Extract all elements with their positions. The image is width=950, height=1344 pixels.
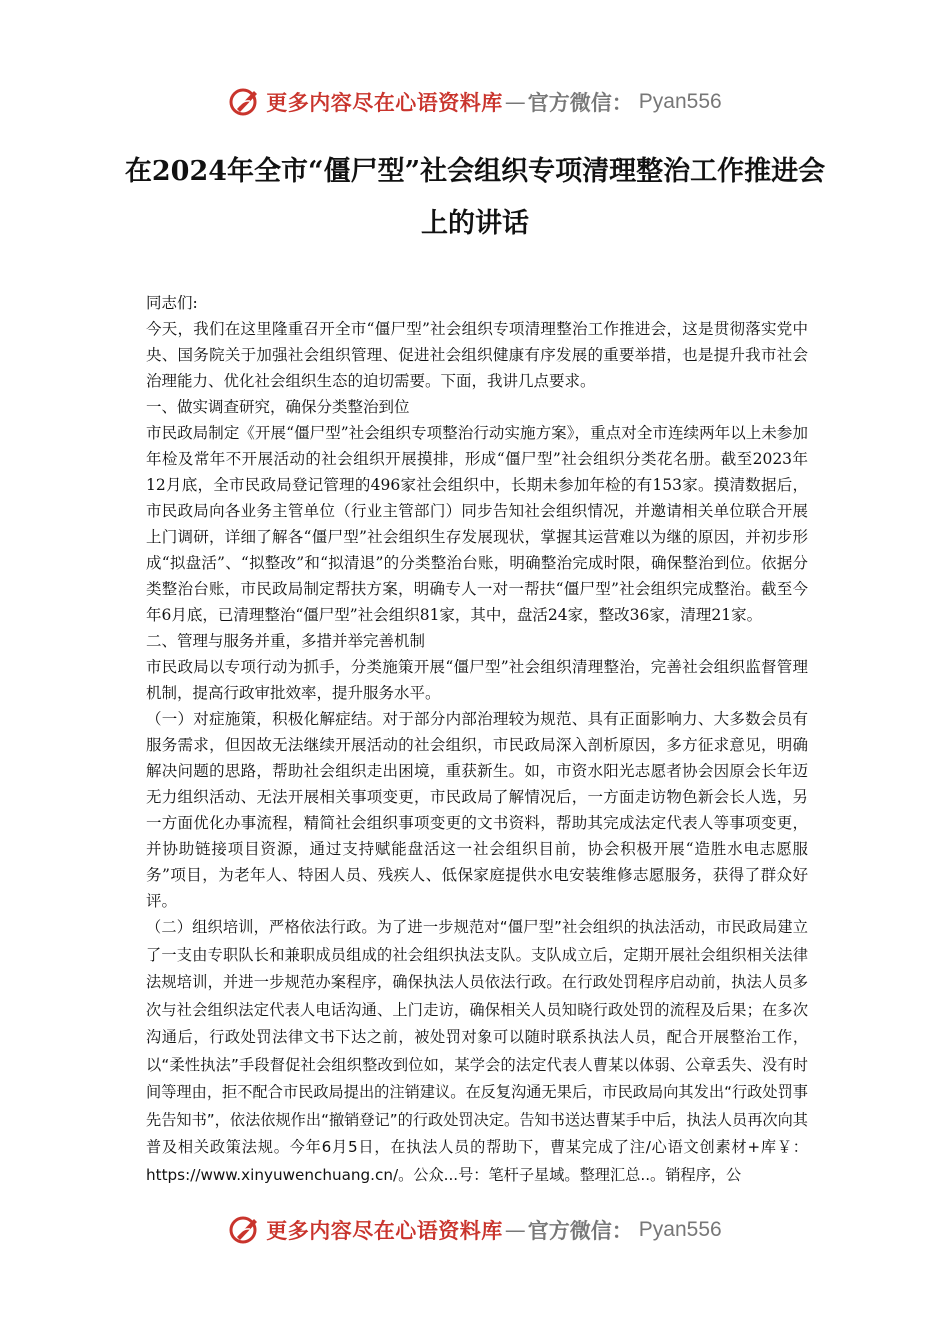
banner-slogan: 更多内容尽在心语资料库 xyxy=(266,1218,503,1243)
banner-wechat-id: Pyan556 xyxy=(638,1218,722,1241)
body-paragraph: 市民政局制定《开展“僵尸型”社会组织专项整治行动实施方案》，重点对全市连续两年以上未参加年检及常年不开展活动的社会组织开展摸排，形成“僵尸型”社会组织分类花名册。截至2023年12月底，全市民政局登记管理的496家社会组织中，长期未参加年检的有153家。摸清数据后，市民政局向各业务主管单位（行业主管部门）同步告知社会组织情况，并邀请相关单位联合开展上门调研，详细了解各“僵尸型”社会组织生存发展现状，掌握其运营难以为继的原因，并初步形成“拟盘活”、“拟整改”和“拟清退”的分类整治台账，明确整治完成时限，确保整治到位。依据分类整治台账，市民政局制定帮扶方案，明确专人一对一帮扶“僵尸型”社会组织完成整治。截至今年6月底，已清理整治“僵尸型”社会组织81家，其中，盘活24家，整改36家，清理21家。 xyxy=(146,424,808,624)
banner-separator: — xyxy=(504,90,526,114)
document-body xyxy=(146,290,808,1189)
document-title: 在2024年全市“僵尸型”社会组织专项清理整治工作推进会上的讲话 xyxy=(124,156,826,239)
pen-logo-icon xyxy=(228,85,262,119)
banner-wechat-label: 官方微信： xyxy=(527,1218,633,1243)
pen-logo-icon xyxy=(228,1213,262,1247)
banner-separator: — xyxy=(504,1218,526,1242)
section-heading: 一、做实调查研究，确保分类整治到位 xyxy=(146,398,410,416)
body-paragraph: （二）组织培训，严格依法行政。为了进一步规范对“僵尸型”社会组织的执法活动，市民政局建立了一支由专职队长和兼职成员组成的社会组织执法支队。支队成立后，定期开展社会组织相关法律法规培训，并进一步规范办案程序，确保执法人员依法行政。在行政处罚程序启动前，执法人员多次与社会组织法定代表人电话沟通、上门走访，确保相关人员知晓行政处罚的流程及后果；在多次沟通后，行政处罚法律文书下达之前，被处罚对象可以随时联系执法人员，配合开展整治工作，以“柔性执法”手段督促社会组织整改到位如，某学会的法定代表人曹某以体弱、公章丢失、没有时间等理由，拒不配合市民政局提出的注销建议。在反复沟通无果后，市民政局向其发出“行政处罚事先告知书”，依法依规作出“撤销登记”的行政处罚决定。告知书送达曹某手中后，执法人员再次向其普及相关政策法规。今年6月5日，在执法人员的帮助下，曹某完成了注/心语文创素材+库￥：https://www.xinyuwenchuang.cn/。公众...号：笔杆子星域。整理汇总..。销程序，公 xyxy=(146,918,808,1184)
body-paragraph: 市民政局以专项行动为抓手，分类施策开展“僵尸型”社会组织清理整治，完善社会组织监督管理机制，提高行政审批效率，提升服务水平。 xyxy=(146,658,808,702)
section-heading: 二、管理与服务并重，多措并举完善机制 xyxy=(146,632,426,650)
header-watermark-banner xyxy=(0,82,950,122)
footer-watermark-banner xyxy=(0,1210,950,1250)
body-paragraph: 今天，我们在这里隆重召开全市“僵尸型”社会组织专项清理整治工作推进会，这是贯彻落实党中央、国务院关于加强社会组织管理、促进社会组织健康有序发展的重要举措，也是提升我市社会治理能力、优化社会组织生态的迫切需要。下面，我讲几点要求。 xyxy=(146,320,808,390)
body-paragraph: （一）对症施策，积极化解症结。对于部分内部治理较为规范、具有正面影响力、大多数会员有服务需求，但因故无法继续开展活动的社会组织，市民政局深入剖析原因，多方征求意见，明确解决问题的思路，帮助社会组织走出困境，重获新生。如，市资水阳光志愿者协会因原会长年迈无力组织活动、无法开展相关事项变更，市民政局了解情况后，一方面走访物色新会长人选，另一方面优化办事流程，精简社会组织事项变更的文书资料，帮助其完成法定代表人等事项变更，并协助链接项目资源，通过支持赋能盘活这一社会组织目前，协会积极开展“造胜水电志愿服务”项目，为老年人、特困人员、残疾人、低保家庭提供水电安装维修志愿服务，获得了群众好评。 xyxy=(146,710,808,910)
banner-slogan: 更多内容尽在心语资料库 xyxy=(266,90,503,115)
salutation: 同志们: xyxy=(146,294,198,312)
banner-wechat-label: 官方微信： xyxy=(527,90,633,115)
banner-wechat-id: Pyan556 xyxy=(638,90,722,113)
